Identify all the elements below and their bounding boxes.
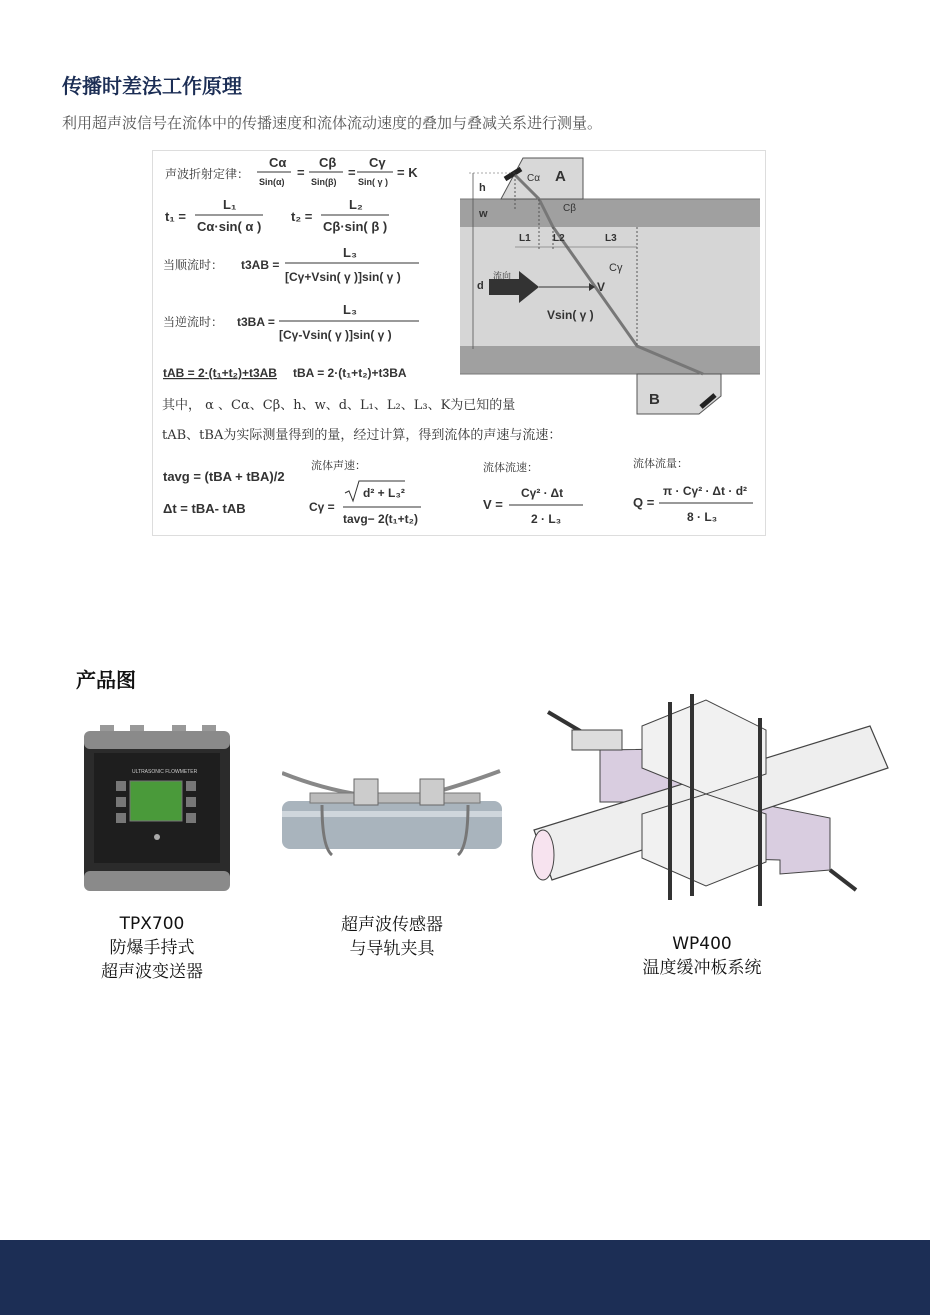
svg-text:= K: = K bbox=[397, 165, 418, 180]
tavg-dt-formula bbox=[163, 469, 285, 516]
svg-text:L₃: L₃ bbox=[343, 245, 357, 260]
caption-line: TPX700 bbox=[119, 914, 185, 934]
svg-text:d² + L₃²: d² + L₃² bbox=[363, 486, 405, 500]
svg-text:tAB = 2·(t₁+t₂)+t3AB: tAB = 2·(t₁+t₂)+t3AB bbox=[163, 366, 277, 380]
svg-text:V =: V = bbox=[483, 497, 503, 512]
svg-text:L₁: L₁ bbox=[223, 197, 237, 212]
svg-text:L2: L2 bbox=[553, 233, 565, 244]
svg-text:Q =: Q = bbox=[633, 495, 655, 510]
svg-text:h: h bbox=[479, 182, 486, 194]
svg-text:L1: L1 bbox=[519, 233, 531, 244]
svg-text:=: = bbox=[348, 165, 356, 180]
transducer-a bbox=[501, 158, 583, 199]
pipe-diagram bbox=[460, 158, 760, 414]
product-wp400-image bbox=[530, 690, 892, 910]
refraction-label: 声波折射定律： bbox=[165, 167, 250, 181]
svg-text:=: = bbox=[297, 165, 305, 180]
svg-text:Cα: Cα bbox=[269, 155, 287, 170]
svg-text:Vsin( γ ): Vsin( γ ) bbox=[547, 308, 594, 322]
caption-line: 防爆手持式 bbox=[109, 938, 195, 958]
svg-text:L₂: L₂ bbox=[349, 197, 363, 212]
svg-text:tavg = (tBA + tBA)/2: tavg = (tBA + tBA)/2 bbox=[163, 469, 285, 484]
svg-text:Sin(β): Sin(β) bbox=[311, 177, 337, 187]
t3ba-formula bbox=[237, 302, 419, 342]
svg-text:L₃: L₃ bbox=[343, 302, 357, 317]
flow-velocity-label: 流体流速： bbox=[483, 461, 538, 474]
svg-text:w: w bbox=[479, 208, 488, 220]
product-tpx700-caption bbox=[80, 912, 224, 984]
pipe-wall-top bbox=[460, 199, 760, 227]
svg-text:t3AB =: t3AB = bbox=[241, 258, 280, 272]
svg-text:8 · L₃: 8 · L₃ bbox=[687, 510, 718, 524]
flow-direction-label: 流向 bbox=[493, 272, 512, 282]
caption-line: WP400 bbox=[672, 934, 732, 954]
svg-text:Sin(α): Sin(α) bbox=[259, 177, 285, 187]
transducer-b-label: B bbox=[649, 391, 660, 408]
svg-text:Sin( γ ): Sin( γ ) bbox=[358, 177, 389, 187]
screen-brand-label: ULTRASONIC FLOWMETER bbox=[132, 769, 198, 775]
svg-text:Cγ: Cγ bbox=[369, 155, 386, 170]
tab-tba-formula bbox=[163, 366, 407, 380]
svg-text:V: V bbox=[597, 280, 606, 294]
product-wp400-caption bbox=[600, 932, 804, 980]
section-description: 利用超声波信号在流体中的传播速度和流体流动速度的叠加与叠减关系进行测量。 bbox=[62, 114, 603, 132]
svg-text:Cγ =: Cγ = bbox=[309, 500, 335, 514]
svg-text:Cβ: Cβ bbox=[563, 203, 576, 214]
svg-text:Cγ² · Δt: Cγ² · Δt bbox=[521, 486, 564, 500]
transducer-a-label: A bbox=[555, 168, 566, 185]
svg-text:Cα·sin( α ): Cα·sin( α ) bbox=[197, 219, 262, 234]
section-title: 传播时差法工作原理 bbox=[62, 74, 242, 98]
caption-line: 超声波传感器 bbox=[341, 915, 443, 935]
svg-text:L3: L3 bbox=[605, 233, 617, 244]
svg-text:2 · L₃: 2 · L₃ bbox=[531, 512, 562, 526]
products-title: 产品图 bbox=[76, 668, 136, 692]
downstream-label: 当顺流时： bbox=[163, 258, 224, 272]
principle-svg bbox=[153, 151, 765, 535]
svg-text:Cβ: Cβ bbox=[319, 155, 337, 170]
svg-text:Cγ: Cγ bbox=[609, 262, 623, 274]
product-sensor-caption bbox=[320, 913, 464, 961]
svg-text:t3BA =: t3BA = bbox=[237, 315, 275, 329]
svg-text:tavg− 2(t₁+t₂): tavg− 2(t₁+t₂) bbox=[343, 512, 418, 526]
svg-text:[Cγ-Vsin( γ )]sin( γ ): [Cγ-Vsin( γ )]sin( γ ) bbox=[279, 328, 392, 342]
t1-t2-formula bbox=[165, 197, 389, 234]
caption-line: 温度缓冲板系统 bbox=[642, 958, 762, 978]
product-tpx700-image bbox=[80, 725, 234, 893]
svg-text:tBA = 2·(t₁+t₂)+t3BA: tBA = 2·(t₁+t₂)+t3BA bbox=[293, 366, 407, 380]
measured-note-text: tAB、tBA为实际测量得到的量，经过计算，得到流体的声速与流速： bbox=[162, 428, 562, 443]
svg-text:Δt = tBA- tAB: Δt = tBA- tAB bbox=[163, 501, 246, 516]
upstream-label: 当逆流时： bbox=[163, 315, 224, 329]
footer-band bbox=[0, 1240, 930, 1315]
t3ab-formula bbox=[241, 245, 419, 284]
refraction-formula bbox=[257, 155, 418, 187]
caption-line: 与导轨夹具 bbox=[349, 939, 435, 959]
svg-text:t₂ =: t₂ = bbox=[291, 209, 313, 224]
svg-text:π · Cγ² · Δt · d²: π · Cγ² · Δt · d² bbox=[663, 484, 748, 498]
sound-speed-formula bbox=[309, 481, 421, 526]
caption-line: 超声波变送器 bbox=[101, 962, 203, 982]
flow-rate-label: 流体流量： bbox=[633, 457, 688, 470]
known-quantities-text: 其中， α 、Cα、Cβ、h、w、d、L₁、L₂、L₃、K为已知的量 bbox=[162, 398, 516, 413]
product-sensor-image bbox=[282, 765, 502, 863]
svg-text:d: d bbox=[477, 280, 484, 292]
flow-rate-formula bbox=[633, 484, 753, 524]
principle-figure bbox=[152, 150, 766, 536]
svg-text:t₁ =: t₁ = bbox=[165, 209, 186, 224]
svg-text:[Cγ+Vsin( γ )]sin( γ ): [Cγ+Vsin( γ )]sin( γ ) bbox=[285, 270, 401, 284]
flow-velocity-formula bbox=[483, 486, 583, 526]
svg-text:Cβ·sin( β ): Cβ·sin( β ) bbox=[323, 219, 388, 234]
pipe-wall-bottom bbox=[460, 346, 760, 374]
svg-text:Cα: Cα bbox=[527, 173, 541, 184]
sound-speed-label: 流体声速： bbox=[311, 459, 366, 472]
